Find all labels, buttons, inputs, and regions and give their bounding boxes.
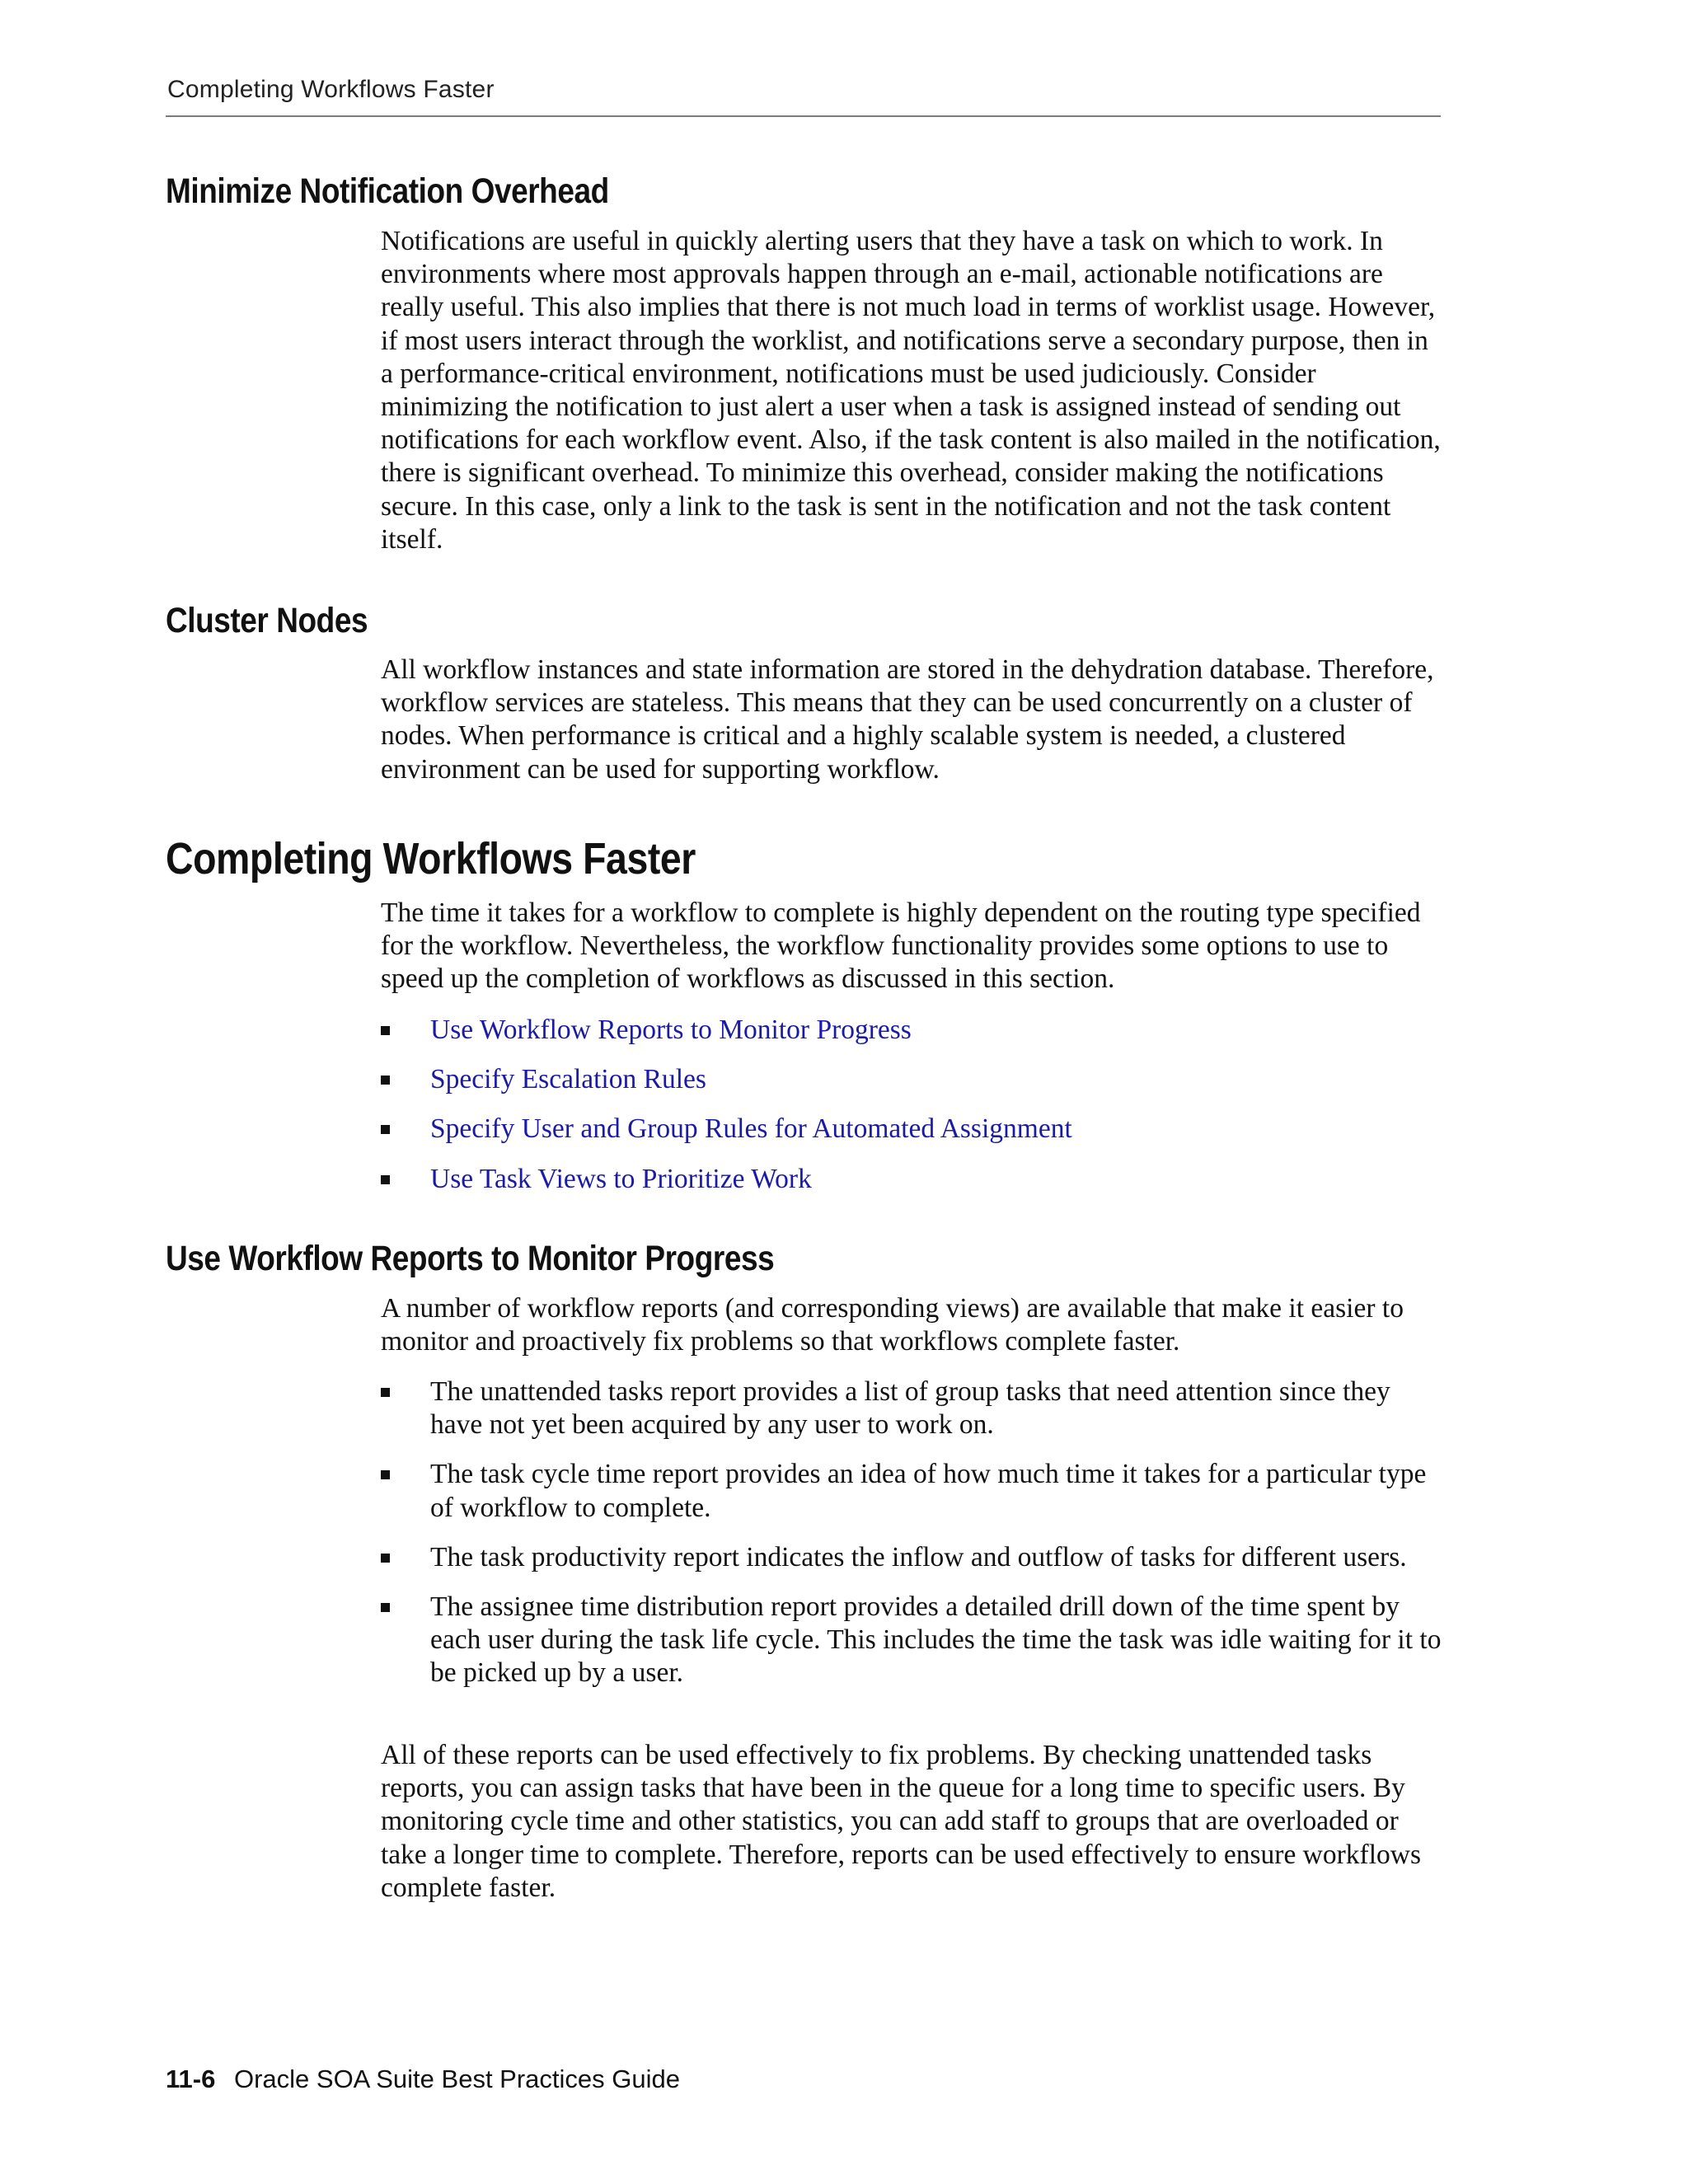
bullet-icon [381,1470,390,1479]
header-rule [166,115,1441,117]
faster-paragraph: The time it takes for a workflow to complete is highly dependent on the routing type specified for the workflow. Nevertheless, the workflow functionality provides some options to use to speed up the completion of workflows as discussed in this section. [381,898,1421,995]
bullet-icon [381,1388,390,1397]
running-header: Completing Workflows Faster [167,76,495,103]
page-footer [166,2064,680,2094]
page-number: 11-6 [166,2064,216,2093]
link-use-task-views[interactable]: Use Task Views to Prioritize Work [430,1163,812,1194]
reports-bullet-list [381,1376,1444,1690]
list-item [381,1063,1444,1096]
book-title: Oracle SOA Suite Best Practices Guide [233,2064,680,2093]
link-specify-escalation-rules[interactable]: Specify Escalation Rules [430,1064,706,1095]
list-item [381,1163,1444,1196]
bullet-icon [381,1076,390,1085]
list-item [381,1541,1444,1574]
bullet-text: The unattended tasks report provides a list of group tasks that need attention since they have not yet been acquired by any user to work on. [430,1376,1390,1441]
bullet-icon [381,1125,390,1134]
faster-link-list [381,1014,1444,1196]
chapter-heading-faster: Completing Workflows Faster [166,834,696,883]
reports-intro-paragraph: A number of workflow reports (and corresponding views) are available that make it easier to monitor and proactively fix problems so that workflows complete faster. [381,1293,1404,1357]
reports-closing-paragraph: All of these reports can be used effectively to fix problems. By checking unattended tasks reports, you can assign tasks that have been in the queue for a long time to specific users. By monitoring cycle time and other statistics, you can add staff to groups that are overloaded or take a longer time to complete. Therefore, reports can be used effectively to ensure workflows complete faster. [381,1740,1421,1903]
link-use-workflow-reports[interactable]: Use Workflow Reports to Monitor Progress [430,1015,912,1045]
bullet-text: The task productivity report indicates the inflow and outflow of tasks for different users. [430,1541,1407,1572]
bullet-text: The task cycle time report provides an idea of how much time it takes for a particular type of workflow to complete. [430,1459,1427,1523]
bullet-icon [381,1026,390,1035]
notification-paragraph: Notifications are useful in quickly alerting users that they have a task on which to work. In environments where most approvals happen through an e-mail, actionable notifications are really useful. This also implies that there is not much load in terms of worklist usage. However, if most users interact through the worklist, and notifications serve a secondary purpose, then in a performance-critical environment, notifications must be used judiciously. Consider minimizing the notification to just alert a user when a task is assigned instead of sending out notifications for each workflow event. Also, if the task content is also mailed in the notification, there is significant overhead. To minimize this overhead, consider making the notifications secure. In this case, only a link to the task is sent in the notification and not the task content itself. [381,226,1441,555]
bullet-icon [381,1175,390,1184]
bullet-icon [381,1554,390,1563]
link-specify-user-group-rules[interactable]: Specify User and Group Rules for Automated Assignment [430,1113,1072,1145]
list-item [381,1113,1444,1146]
bullet-icon [381,1603,390,1612]
section-heading-notification: Minimize Notification Overhead [166,171,609,211]
bullet-text: The assignee time distribution report provides a detailed drill down of the time spent by each user during the task life cycle. This includes the time the task was idle waiting for it to be picked up by a user. [430,1591,1442,1689]
list-item [381,1458,1444,1524]
cluster-paragraph: All workflow instances and state information are stored in the dehydration database. Therefore, workflow services are stateless. This means that they can be used concurrently on a cluster of nodes. When performance is critical and a highly scalable system is needed, a clustered environment can be used for supporting workflow. [381,654,1434,785]
list-item [381,1591,1444,1690]
section-heading-cluster: Cluster Nodes [166,601,368,640]
section-heading-reports: Use Workflow Reports to Monitor Progress [166,1239,775,1278]
list-item [381,1376,1444,1441]
list-item [381,1014,1444,1047]
